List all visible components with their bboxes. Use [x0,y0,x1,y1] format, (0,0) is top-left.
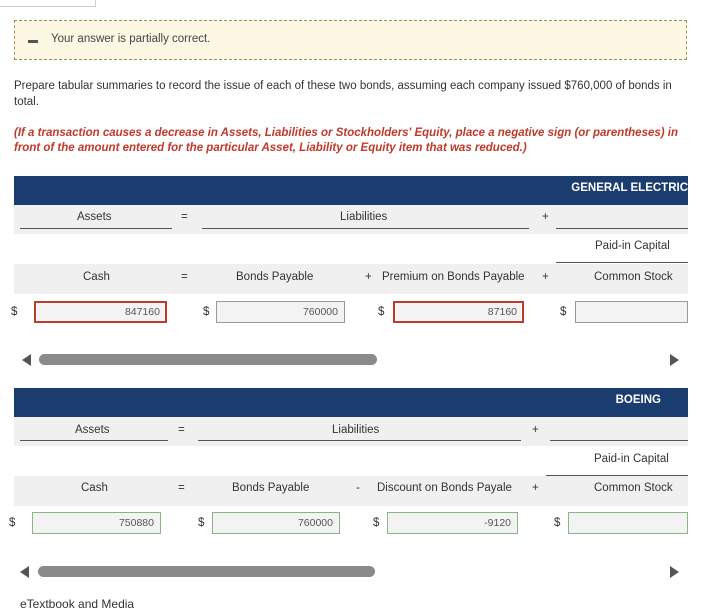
feedback-message: Your answer is partially correct. [51,33,211,45]
equity-underline [550,440,688,441]
discount-on-bonds-payable-input[interactable]: -9120 [387,512,518,534]
assets-underline [20,228,172,229]
plus-sign: + [542,271,549,283]
company-name: GENERAL ELECTRIC [571,182,688,194]
discount-on-bonds-payable-label: Discount on Bonds Payale [377,482,512,494]
bonds-payable-label: Bonds Payable [232,482,310,494]
horizontal-scrollbar[interactable] [38,566,375,577]
currency-symbol: $ [198,517,205,529]
company-header-band [14,388,688,417]
paid-in-capital-label: Paid-in Capital [595,240,670,252]
question-instructions: Prepare tabular summaries to record the issue of each of these two bonds, assuming each company issued $760,000 of bonds in total. [14,80,672,108]
operator-sign: + [365,271,372,283]
company-name: BOEING [615,394,661,406]
common-stock-input[interactable] [575,301,688,323]
scroll-left-arrow-icon[interactable] [22,354,31,366]
currency-symbol: $ [11,306,18,318]
equals-sign: = [178,482,185,494]
paid-in-capital-underline [556,262,688,263]
scroll-left-arrow-icon[interactable] [20,566,29,578]
cash-label: Cash [81,482,108,494]
cash-label: Cash [83,271,110,283]
scroll-right-arrow-icon[interactable] [670,354,679,366]
account-row [14,476,688,506]
bonds-payable-label: Bonds Payable [236,271,314,283]
minus-icon [28,40,38,43]
assets-underline [20,440,168,441]
common-stock-input[interactable] [568,512,688,534]
currency-symbol: $ [378,306,385,318]
feedback-banner [14,20,687,60]
premium-on-bonds-payable-label: Premium on Bonds Payable [382,271,525,283]
currency-symbol: $ [203,306,210,318]
top-tab-edge [0,0,96,7]
currency-symbol: $ [9,517,16,529]
company-header-band [14,176,688,205]
equals-sign: = [181,211,188,223]
liabilities-header: Liabilities [332,424,380,436]
premium-on-bonds-payable-input[interactable]: 87160 [393,301,524,323]
etextbook-link[interactable]: eTextbook and Media [20,597,135,611]
plus-sign: + [532,482,539,494]
currency-symbol: $ [554,517,561,529]
common-stock-label: Common Stock [594,482,673,494]
plus-sign: + [542,211,549,223]
assets-header: Assets [77,211,112,223]
liabilities-header: Liabilities [340,211,388,223]
equity-underline [556,228,688,229]
bonds-payable-input[interactable]: 760000 [216,301,345,323]
liabilities-underline [198,440,521,441]
assets-header: Assets [75,424,110,436]
operator-sign: - [356,482,360,494]
common-stock-label: Common Stock [594,271,673,283]
currency-symbol: $ [560,306,567,318]
equals-sign: = [178,424,185,436]
currency-symbol: $ [373,517,380,529]
equals-sign: = [181,271,188,283]
cash-input[interactable]: 847160 [34,301,167,323]
cash-input[interactable]: 750880 [32,512,161,534]
account-row [14,264,688,294]
scroll-right-arrow-icon[interactable] [670,566,679,578]
paid-in-capital-label: Paid-in Capital [594,453,669,465]
horizontal-scrollbar[interactable] [39,354,377,365]
question-hint: (If a transaction causes a decrease in Assets, Liabilities or Stockholders' Equity, place a negative sign (or parentheses) in front of the amount entered for the particular Asset, Liability or Equity item that was reduced.) [14,127,678,154]
liabilities-underline [202,228,529,229]
bonds-payable-input[interactable]: 760000 [212,512,340,534]
plus-sign: + [532,424,539,436]
